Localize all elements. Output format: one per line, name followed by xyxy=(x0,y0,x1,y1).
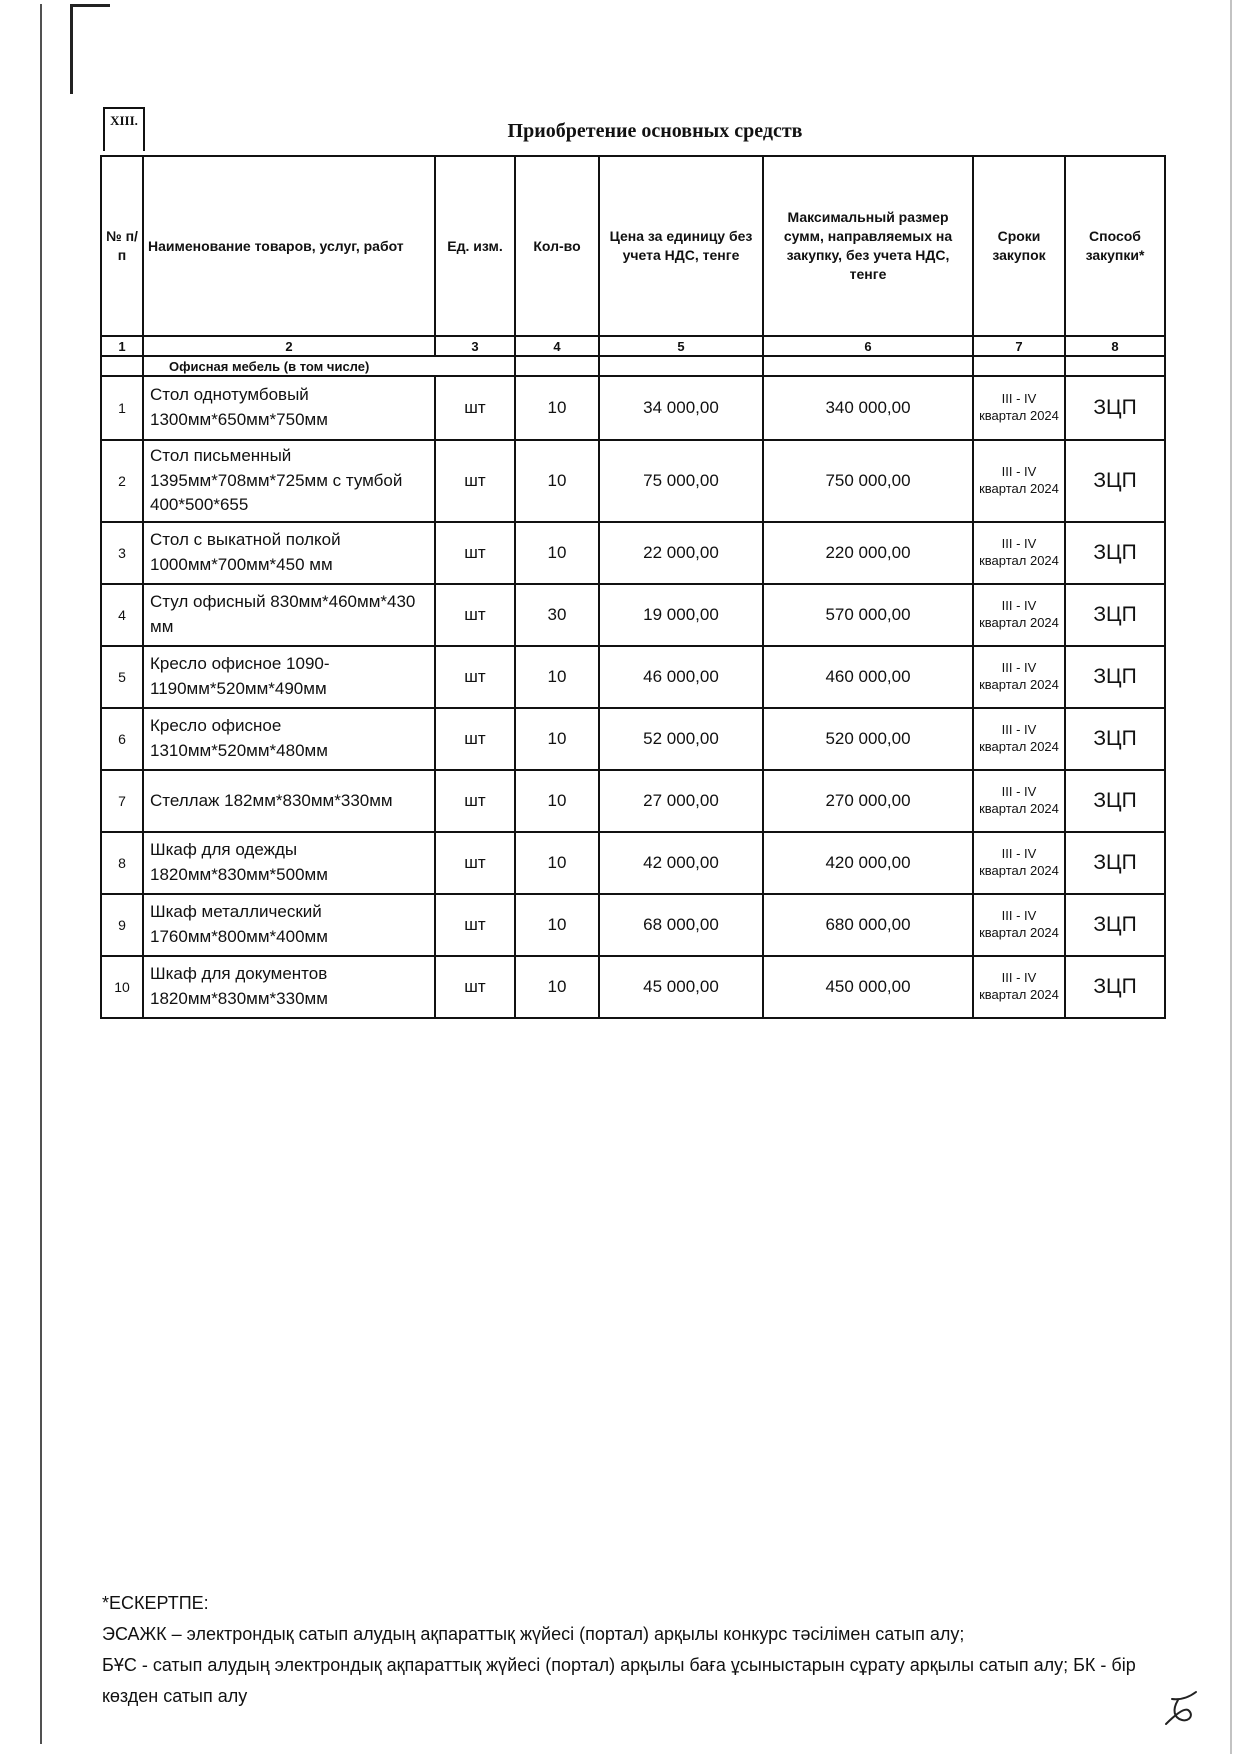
table-row xyxy=(101,894,1165,956)
scan-edge-corner xyxy=(70,4,73,94)
cell-unit: шт xyxy=(435,376,515,440)
cell-max: 270 000,00 xyxy=(763,770,973,832)
cell-qty: 10 xyxy=(515,708,599,770)
col-header-num: № п/п xyxy=(101,156,143,336)
cell-max: 570 000,00 xyxy=(763,584,973,646)
cell-num: 10 xyxy=(101,956,143,1018)
footnote xyxy=(102,1588,1162,1712)
cell-num: 3 xyxy=(101,522,143,584)
header-row xyxy=(101,156,1165,336)
cell-max: 680 000,00 xyxy=(763,894,973,956)
column-number: 6 xyxy=(763,336,973,356)
cell-unit: шт xyxy=(435,522,515,584)
cell-period: III - IV квартал 2024 xyxy=(973,522,1065,584)
cell-period: III - IV квартал 2024 xyxy=(973,832,1065,894)
cell-name: Стол однотумбовый 1300мм*650мм*750мм xyxy=(143,376,435,440)
col-header-price: Цена за единицу без учета НДС, тенге xyxy=(599,156,763,336)
group-empty-cell xyxy=(599,356,763,376)
scan-edge-right xyxy=(1230,0,1232,1754)
scan-edge-top xyxy=(70,4,110,7)
column-number: 1 xyxy=(101,336,143,356)
cell-name: Шкаф металлический 1760мм*800мм*400мм xyxy=(143,894,435,956)
col-header-period: Сроки закупок xyxy=(973,156,1065,336)
cell-price: 22 000,00 xyxy=(599,522,763,584)
cell-method: ЗЦП xyxy=(1065,770,1165,832)
cell-method: ЗЦП xyxy=(1065,584,1165,646)
cell-price: 68 000,00 xyxy=(599,894,763,956)
col-header-max: Максимальный размер сумм, направляемых на закупку, без учета НДС, тенге xyxy=(763,156,973,336)
column-number: 3 xyxy=(435,336,515,356)
cell-num: 8 xyxy=(101,832,143,894)
cell-name: Стол письменный 1395мм*708мм*725мм с тумбой 400*500*655 xyxy=(143,440,435,522)
column-number: 8 xyxy=(1065,336,1165,356)
cell-max: 340 000,00 xyxy=(763,376,973,440)
cell-price: 75 000,00 xyxy=(599,440,763,522)
footnote-heading: *ЕСКЕРТПЕ: xyxy=(102,1593,209,1613)
handwritten-signature-icon xyxy=(1158,1684,1218,1734)
cell-num: 2 xyxy=(101,440,143,522)
cell-name: Стул офисный 830мм*460мм*430 мм xyxy=(143,584,435,646)
section-number: XIII. xyxy=(103,107,145,151)
cell-unit: шт xyxy=(435,770,515,832)
group-empty-cell xyxy=(1065,356,1165,376)
column-number: 7 xyxy=(973,336,1065,356)
table-row xyxy=(101,522,1165,584)
cell-max: 420 000,00 xyxy=(763,832,973,894)
column-number: 5 xyxy=(599,336,763,356)
cell-num: 9 xyxy=(101,894,143,956)
cell-method: ЗЦП xyxy=(1065,956,1165,1018)
group-row xyxy=(101,356,1165,376)
group-empty-cell xyxy=(515,356,599,376)
table-row xyxy=(101,956,1165,1018)
column-number: 2 xyxy=(143,336,435,356)
table-row xyxy=(101,708,1165,770)
footnote-line: ЭСАЖК – электрондық сатып алудың ақпараттық жүйесі (портал) арқылы конкурс тәсілімен сатып алу; xyxy=(102,1624,965,1644)
cell-period: III - IV квартал 2024 xyxy=(973,894,1065,956)
cell-unit: шт xyxy=(435,584,515,646)
cell-unit: шт xyxy=(435,956,515,1018)
cell-num: 4 xyxy=(101,584,143,646)
cell-qty: 10 xyxy=(515,646,599,708)
cell-period: III - IV квартал 2024 xyxy=(973,376,1065,440)
cell-unit: шт xyxy=(435,440,515,522)
cell-method: ЗЦП xyxy=(1065,646,1165,708)
cell-qty: 10 xyxy=(515,894,599,956)
cell-num: 6 xyxy=(101,708,143,770)
group-label: Офисная мебель (в том числе) xyxy=(143,356,515,376)
cell-qty: 10 xyxy=(515,440,599,522)
cell-period: III - IV квартал 2024 xyxy=(973,440,1065,522)
cell-method: ЗЦП xyxy=(1065,894,1165,956)
footnote-line: БҰС - сатып алудың электрондық ақпараттық жүйесі (портал) арқылы баға ұсыныстарын сұрату арқылы сатып алу; БК - бір көзден сатып алу xyxy=(102,1655,1136,1706)
cell-unit: шт xyxy=(435,832,515,894)
table-row xyxy=(101,832,1165,894)
cell-max: 220 000,00 xyxy=(763,522,973,584)
cell-name: Стол с выкатной полкой 1000мм*700мм*450 мм xyxy=(143,522,435,584)
group-empty-cell xyxy=(763,356,973,376)
cell-qty: 10 xyxy=(515,832,599,894)
cell-qty: 10 xyxy=(515,522,599,584)
cell-period: III - IV квартал 2024 xyxy=(973,646,1065,708)
cell-period: III - IV квартал 2024 xyxy=(973,956,1065,1018)
cell-name: Кресло офисное 1310мм*520мм*480мм xyxy=(143,708,435,770)
table-row xyxy=(101,440,1165,522)
cell-num: 7 xyxy=(101,770,143,832)
cell-qty: 10 xyxy=(515,770,599,832)
col-header-unit: Ед. изм. xyxy=(435,156,515,336)
cell-method: ЗЦП xyxy=(1065,832,1165,894)
cell-name: Шкаф для документов 1820мм*830мм*330мм xyxy=(143,956,435,1018)
cell-price: 27 000,00 xyxy=(599,770,763,832)
cell-max: 450 000,00 xyxy=(763,956,973,1018)
cell-unit: шт xyxy=(435,894,515,956)
cell-max: 750 000,00 xyxy=(763,440,973,522)
cell-method: ЗЦП xyxy=(1065,708,1165,770)
cell-price: 52 000,00 xyxy=(599,708,763,770)
cell-unit: шт xyxy=(435,708,515,770)
cell-price: 45 000,00 xyxy=(599,956,763,1018)
cell-max: 520 000,00 xyxy=(763,708,973,770)
cell-period: III - IV квартал 2024 xyxy=(973,708,1065,770)
cell-price: 46 000,00 xyxy=(599,646,763,708)
cell-qty: 10 xyxy=(515,376,599,440)
cell-name: Шкаф для одежды 1820мм*830мм*500мм xyxy=(143,832,435,894)
col-header-name: Наименование товаров, услуг, работ xyxy=(143,156,435,336)
col-header-qty: Кол-во xyxy=(515,156,599,336)
cell-price: 19 000,00 xyxy=(599,584,763,646)
cell-period: III - IV квартал 2024 xyxy=(973,770,1065,832)
table-row xyxy=(101,770,1165,832)
scan-edge-left xyxy=(40,4,42,1744)
cell-method: ЗЦП xyxy=(1065,376,1165,440)
cell-price: 34 000,00 xyxy=(599,376,763,440)
procurement-table xyxy=(100,155,1166,1019)
cell-period: III - IV квартал 2024 xyxy=(973,584,1065,646)
table-row xyxy=(101,584,1165,646)
cell-unit: шт xyxy=(435,646,515,708)
column-number-row xyxy=(101,336,1165,356)
cell-qty: 10 xyxy=(515,956,599,1018)
cell-method: ЗЦП xyxy=(1065,440,1165,522)
column-number: 4 xyxy=(515,336,599,356)
cell-name: Стеллаж 182мм*830мм*330мм xyxy=(143,770,435,832)
cell-num: 1 xyxy=(101,376,143,440)
cell-max: 460 000,00 xyxy=(763,646,973,708)
group-empty-cell xyxy=(101,356,143,376)
col-header-method: Способ закупки* xyxy=(1065,156,1165,336)
table-row xyxy=(101,376,1165,440)
cell-method: ЗЦП xyxy=(1065,522,1165,584)
cell-price: 42 000,00 xyxy=(599,832,763,894)
cell-qty: 30 xyxy=(515,584,599,646)
group-empty-cell xyxy=(973,356,1065,376)
cell-name: Кресло офисное 1090-1190мм*520мм*490мм xyxy=(143,646,435,708)
page-title: Приобретение основных средств xyxy=(507,120,803,142)
table-row xyxy=(101,646,1165,708)
cell-num: 5 xyxy=(101,646,143,708)
